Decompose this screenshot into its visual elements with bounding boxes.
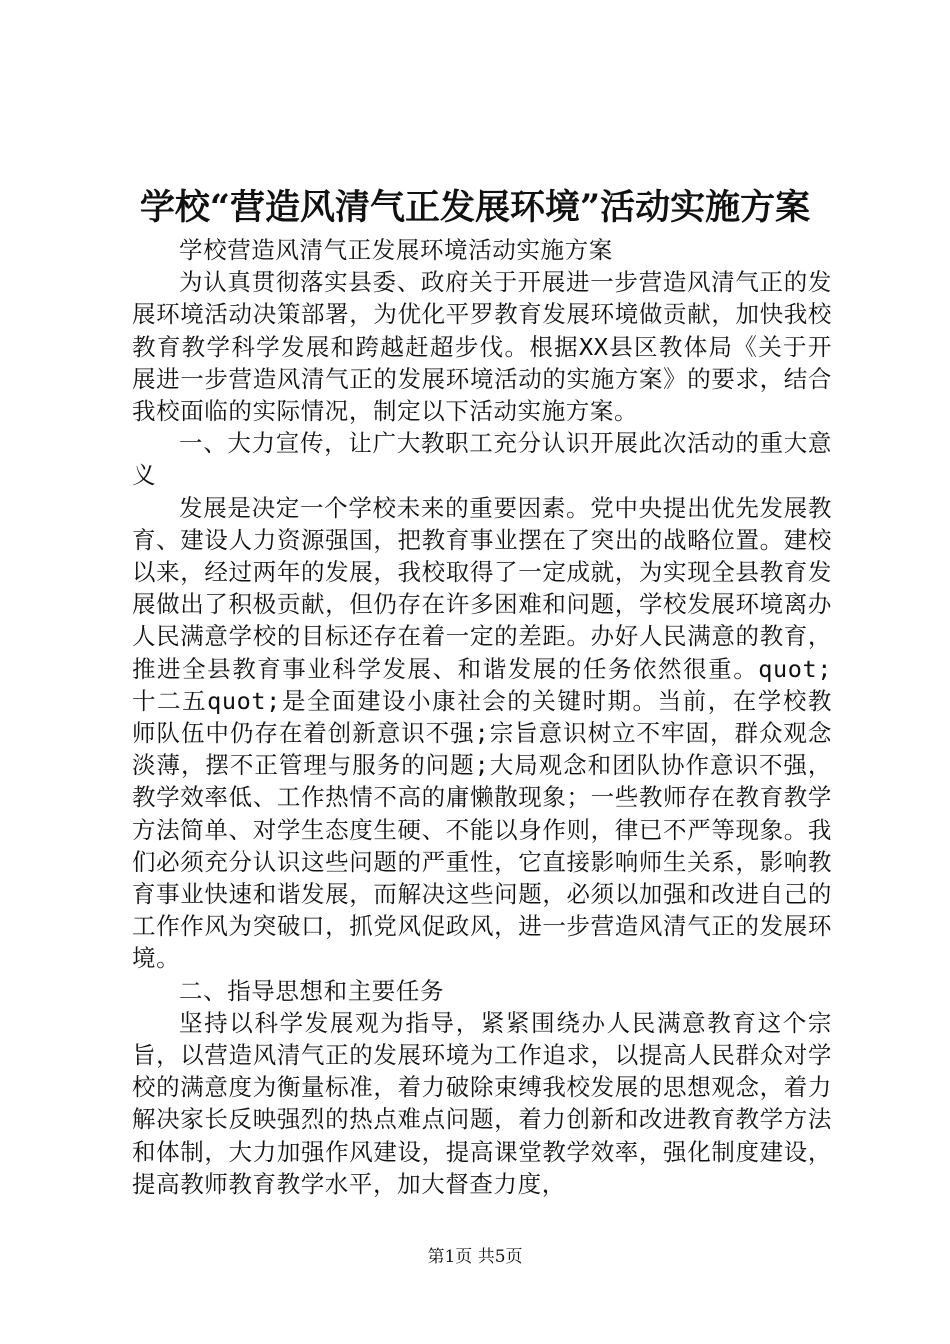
- section-heading-1: 一、大力宣传，让广大教职工充分认识开展此次活动的重大意义: [132, 429, 832, 490]
- paragraph-subtitle: 学校营造风清气正发展环境活动实施方案: [179, 236, 613, 264]
- document-body: [132, 234, 832, 1200]
- document-title: 学校“营造风清气正发展环境”活动实施方案: [139, 187, 811, 228]
- paragraph-intro: 为认真贯彻落实县委、政府关于开展进一步营造风清气正的发展环境活动决策部署，为优化平罗教育发展环境做贡献，加快我校教育教学科学发展和跨越赶超步伐。根据XX县区教体局《关于开展进一步营造风清气正的发展环境活动的实施方案》的要求，结合我校面临的实际情况，制定以下活动实施方案。: [132, 268, 832, 426]
- paragraph-section-2: 坚持以科学发展观为指导，紧紧围绕办人民满意教育这个宗旨，以营造风清气正的发展环境为工作追求，以提高人民群众对学校的满意度为衡量标准，着力破除束缚我校发展的思想观念，着力解决家长反映强烈的热点难点问题，着力创新和改进教育教学方法和体制，大力加强作风建设，提高课堂教学效率，强化制度建设，提高教师教育教学水平，加大督查力度，: [132, 1008, 832, 1198]
- page-number-footer: 第1页 共5页: [427, 1247, 523, 1267]
- section-heading-2: 二、指导思想和主要任务: [179, 976, 445, 1005]
- paragraph-section-1: 发展是决定一个学校未来的重要因素。党中央提出优先发展教育、建设人力资源强国，把教育事业摆在了突出的战略位置。建校以来，经过两年的发展，我校取得了一定成就，为实现全县教育发展做出了积极贡献，但仍存在许多困难和问题，学校发展环境离办人民满意学校的目标还存在着一定的差距。办好人民满意的教育，推进全县教育事业科学发展、和谐发展的任务依然很重。quot;十二五quot;是全面建设小康社会的关键时期。当前，在学校教师队伍中仍存在着创新意识不强;宗旨意识树立不牢固，群众观念淡薄，摆不正管理与服务的问题;大局观念和团队协作意识不强，教学效率低、工作热情不高的庸懒散现象；一些教师存在教育教学方法简单、对学生态度生硬、不能以身作则，律已不严等现象。我们必须充分认识这些问题的严重性，它直接影响师生关系，影响教育事业快速和谐发展，而解决这些问题，必须以加强和改进自己的工作作风为突破口，抓党风促政风，进一步营造风清气正的发展环境。: [132, 493, 832, 973]
